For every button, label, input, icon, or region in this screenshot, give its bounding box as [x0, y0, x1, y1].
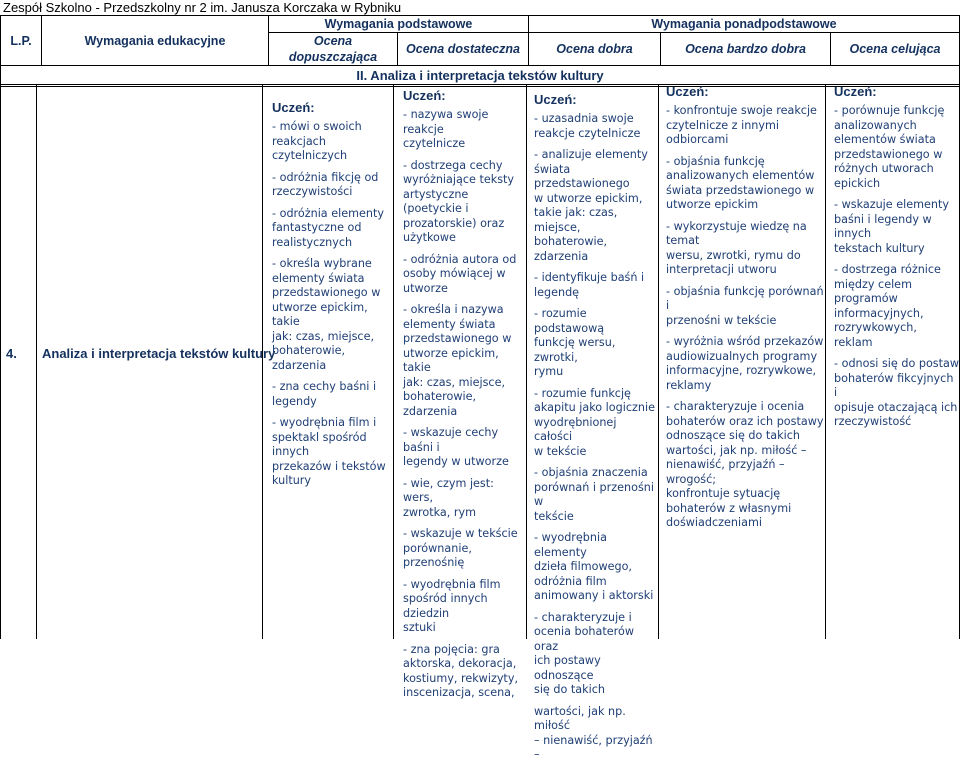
- requirement-item: - porównuje funkcję analizowanych elementów świata przedstawionego w różnych utworach epickich: [834, 104, 945, 190]
- school-name: Zespół Szkolno - Przedszkolny nr 2 im. Janusza Korczaka w Rybniku: [3, 0, 402, 15]
- column-bardzo-dobra: [666, 84, 824, 538]
- column-celujaca: [834, 84, 959, 437]
- divider: [825, 84, 826, 639]
- divider: [526, 84, 527, 639]
- requirement-item: - odróżnia autora od osoby mówiącej w utworze: [403, 252, 517, 295]
- requirement-item: - objaśnia funkcję porównań i przenośni w tekście: [666, 284, 824, 327]
- requirement-item: - wykorzystuje wiedzę na temat wersu, zwrotki, rymu do interpretacji utworu: [666, 219, 807, 276]
- requirement-item: - określa wybrane elementy świata przedstawionego w utworze epickim, takie jak: czas, miejsce, bohaterowie, zdarzenia: [272, 257, 381, 372]
- requirement-item: - charakteryzuje i ocenia bohaterów oraz ich postawy odnoszące się do takich: [534, 610, 634, 696]
- column-head: Uczeń:: [534, 92, 577, 107]
- divider: [393, 84, 394, 639]
- requirement-item: - zna pojęcia: gra aktorska, dekoracja, kostiumy, rekwizyty, inscenizacja, scena,: [403, 642, 518, 699]
- divider: [36, 84, 37, 639]
- row-area: Analiza i interpretacja tekstów kultury: [42, 346, 276, 361]
- requirement-item: - zna cechy baśni i legendy: [272, 380, 377, 408]
- requirement-item: - objaśnia funkcję analizowanych elementów świata przedstawionego w utworze epickim: [666, 154, 815, 211]
- column-dopuszczajaca: [272, 100, 390, 496]
- requirement-item: - analizuje elementy świata przedstawionego w utworze epickim, takie jak: czas, miejsce, bohaterowie, zdarzenia: [534, 148, 648, 263]
- requirement-item: - konfrontuje swoje reakcje czytelnicze z innymi odbiorcami: [666, 104, 817, 146]
- requirement-item: - wskazuje elementy baśni i legendy w innych tekstach kultury: [834, 198, 949, 255]
- requirement-item: - charakteryzuje i ocenia bohaterów oraz ich postawy odnoszące się do takich wartości, jak np. miłość – nienawiść, przyjaźń – wrogość; konfrontuje sytuację bohaterów z własnymi doświadczeniami: [666, 400, 824, 529]
- requirement-item: - dostrzega różnice między celem programów informacyjnych, rozrywkowych, reklam: [834, 263, 941, 349]
- grade-header-1: Ocena dopuszczająca: [269, 33, 398, 66]
- column-head: Uczeń:: [272, 100, 315, 115]
- column-head: Uczeń:: [403, 88, 446, 103]
- section-title: II. Analiza i interpretacja tekstów kultury: [1, 66, 960, 87]
- requirement-item: - odróżnia fikcję od rzeczywistości: [272, 170, 379, 198]
- column-dostateczna: [403, 88, 525, 708]
- grade-header-5: Ocena celująca: [831, 33, 960, 66]
- lp-header: L.P.: [1, 16, 42, 66]
- requirement-item: - określa i nazywa elementy świata przedstawionego w utworze epickim, takie jak: czas, miejsce, bohaterowie, zdarzenia: [403, 303, 512, 418]
- requirement-item: - rozumie podstawową funkcję wersu, zwrotki, rymu: [534, 307, 616, 378]
- requirement-item: - objaśnia znaczenia porównań i przenośni w tekście: [534, 466, 654, 523]
- divider: [658, 84, 659, 639]
- requirement-item: - nazywa swoje reakcje czytelnicze: [403, 108, 489, 150]
- requirement-item: - odnosi się do postaw bohaterów fikcyjnych i opisuje otaczającą ich rzeczywistość: [834, 357, 960, 428]
- requirement-item: - mówi o swoich reakcjach czytelniczych: [272, 120, 362, 162]
- column-head: Uczeń:: [834, 84, 877, 99]
- requirement-item: - wyróżnia wśród przekazów audiowizualnych programy informacyjne, rozrywkowe, reklamy: [666, 335, 824, 392]
- grade-header-3: Ocena dobra: [529, 33, 661, 66]
- requirement-item: - rozumie funkcję akapitu jako logicznie wyodrębnionej całości w tekście: [534, 386, 655, 458]
- requirement-item: - wyodrębnia film spośród innych dziedzin sztuki: [403, 577, 501, 634]
- requirement-item: - wyodrębnia film i spektakl spośród innych przekazów i tekstów kultury: [272, 416, 386, 487]
- requirement-item: - uzasadnia swoje reakcje czytelnicze: [534, 112, 641, 140]
- requirements-header: Wymagania edukacyjne: [42, 16, 269, 66]
- requirement-item: - wskazuje cechy baśni i legendy w utworze: [403, 426, 509, 468]
- requirement-item: wartości, jak np. miłość – nienawiść, przyjaźń –: [534, 704, 653, 761]
- grade-header-2: Ocena dostateczna: [398, 33, 529, 66]
- column-dobra: [534, 92, 656, 770]
- requirement-item: - identyfikuje baśń i legendę: [534, 271, 645, 299]
- advanced-requirements-header: Wymagania ponadpodstawowe: [529, 16, 960, 33]
- divider: [0, 84, 1, 639]
- row-number: 4.: [6, 346, 17, 361]
- grade-header-4: Ocena bardzo dobra: [661, 33, 831, 66]
- column-head: Uczeń:: [666, 84, 709, 99]
- requirement-item: - odróżnia elementy fantastyczne od realistycznych: [272, 206, 384, 249]
- basic-requirements-header: Wymagania podstawowe: [269, 16, 529, 33]
- requirement-item: - wie, czym jest: wers, zwrotka, rym: [403, 476, 494, 519]
- requirement-item: - wyodrębnia elementy dzieła filmowego, odróżnia film animowany i aktorski: [534, 531, 654, 602]
- divider: [262, 84, 263, 639]
- requirement-item: - dostrzega cechy wyróżniające teksty artystyczne (poetyckie i prozatorskie) oraz użytkowe: [403, 158, 515, 244]
- requirement-item: - wskazuje w tekście porównanie, przenośnię: [403, 527, 518, 569]
